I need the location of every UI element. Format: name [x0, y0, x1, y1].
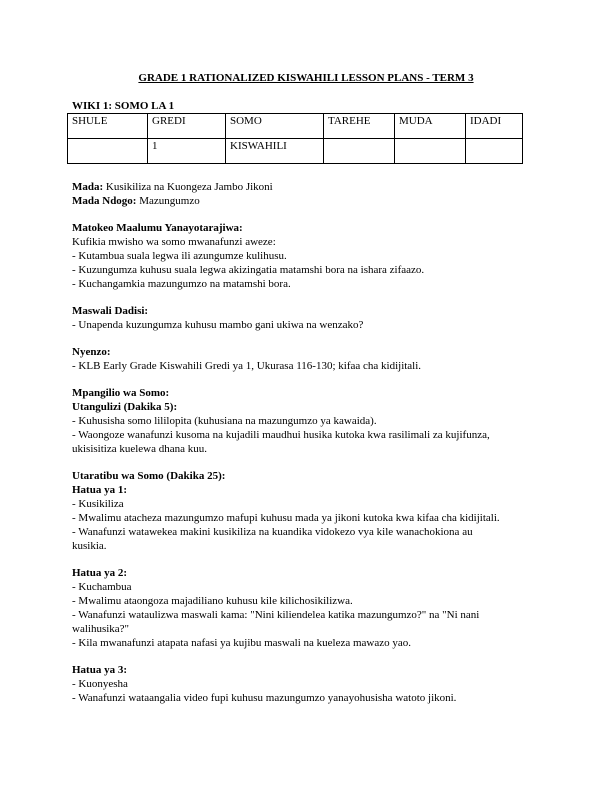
list-item: walihusika?"	[72, 623, 130, 635]
list-item: kusikia.	[72, 540, 107, 552]
table-cell: SOMO	[226, 114, 324, 139]
mada-value: Kusikiliza na Kuongeza Jambo Jikoni	[103, 181, 273, 193]
utangulizi-heading	[72, 400, 552, 414]
section-heading: Mpangilio wa Somo:	[72, 387, 170, 399]
utaratibu-heading	[72, 469, 552, 483]
list-item: - Kuchambua	[72, 581, 132, 593]
nyenzo-heading	[72, 345, 552, 359]
table-cell	[395, 139, 466, 164]
table-header-row	[68, 114, 523, 139]
list-item: - Kutambua suala legwa ili azungumze kulihusu.	[72, 250, 287, 262]
table-row	[68, 139, 523, 164]
table-cell: IDADI	[466, 114, 523, 139]
list-item: ukisisitiza kuelewa dhana kuu.	[72, 443, 208, 455]
table-cell: KISWAHILI	[226, 139, 324, 164]
table-cell: MUDA	[395, 114, 466, 139]
table-cell: GREDI	[148, 114, 226, 139]
hatua-2-heading	[72, 566, 552, 580]
lesson-info-table	[67, 113, 523, 164]
table-cell	[466, 139, 523, 164]
list-item: - Kuhusisha somo lililopita (kuhusiana na mazungumzo ya kawaida).	[72, 415, 377, 427]
table-cell: 1	[148, 139, 226, 164]
list-item: - Wanafunzi watawekea makini kusikiliza na kuandika vidokezo vya kile wanachokiona au	[72, 526, 473, 538]
list-item: - Mwalimu atacheza mazungumzo mafupi kuhusu mada ya jikoni kutoka kwa kifaa cha kidijitali.	[72, 512, 500, 524]
section-heading: Matokeo Maalumu Yanayotarajiwa:	[72, 222, 243, 234]
mada-ndogo-value: Mazungumzo	[136, 195, 200, 207]
list-item: - Waongoze wanafunzi kusoma na kujadili maudhui husika kutoka kwa rasilimali za kujifunza,	[72, 429, 490, 441]
hatua-1-heading	[72, 483, 552, 497]
table-cell: SHULE	[68, 114, 148, 139]
list-item: - Mwalimu ataongoza majadiliano kuhusu kile kilichosikilizwa.	[72, 595, 353, 607]
mpangilio-heading	[72, 386, 552, 400]
maswali-heading	[72, 304, 552, 318]
section-subheading: Hatua ya 2:	[72, 567, 127, 579]
section-heading: Utaratibu wa Somo (Dakika 25):	[72, 470, 226, 482]
section-heading: Nyenzo:	[72, 346, 111, 358]
section-subheading: Hatua ya 3:	[72, 664, 127, 676]
section-heading: Maswali Dadisi:	[72, 305, 149, 317]
list-item: - Wanafunzi wataulizwa maswali kama: "Nini kiliendelea katika mazungumzo?" na "Ni nani	[72, 609, 480, 621]
mada-line	[72, 180, 552, 194]
list-item: - Unapenda kuzungumza kuhusu mambo gani ukiwa na wenzako?	[72, 319, 364, 331]
list-item: - KLB Early Grade Kiswahili Gredi ya 1, Ukurasa 116-130; kifaa cha kidijitali.	[72, 360, 422, 372]
list-item: - Kila mwanafunzi atapata nafasi ya kujibu maswali na kueleza mawazo yao.	[72, 637, 412, 649]
mada-ndogo-line	[72, 194, 552, 208]
mada-label: Mada:	[72, 181, 104, 193]
list-item: - Wanafunzi wataangalia video fupi kuhusu mazungumzo yanayohusisha watoto jikoni.	[72, 692, 457, 704]
table-cell	[68, 139, 148, 164]
section-subheading: Utangulizi (Dakika 5):	[72, 401, 178, 413]
matokeo-intro: Kufikia mwisho wa somo mwanafunzi aweze:	[72, 236, 276, 248]
section-subheading: Hatua ya 1:	[72, 484, 127, 496]
list-item: - Kuchangamkia mazungumzo na matamshi bora.	[72, 278, 291, 290]
matokeo-heading	[72, 221, 552, 235]
list-item: - Kuzungumza kuhusu suala legwa akizingatia matamshi bora na ishara zifaazo.	[72, 264, 425, 276]
lesson-body	[72, 180, 552, 705]
table-cell	[324, 139, 395, 164]
table-cell: TAREHE	[324, 114, 395, 139]
document-title: GRADE 1 RATIONALIZED KISWAHILI LESSON PLANS - TERM 3	[138, 72, 474, 84]
week-lesson-label: WIKI 1: SOMO LA 1	[72, 100, 175, 112]
list-item: - Kusikiliza	[72, 498, 124, 510]
hatua-3-heading	[72, 663, 552, 677]
mada-ndogo-label: Mada Ndogo:	[72, 195, 137, 207]
list-item: - Kuonyesha	[72, 678, 128, 690]
